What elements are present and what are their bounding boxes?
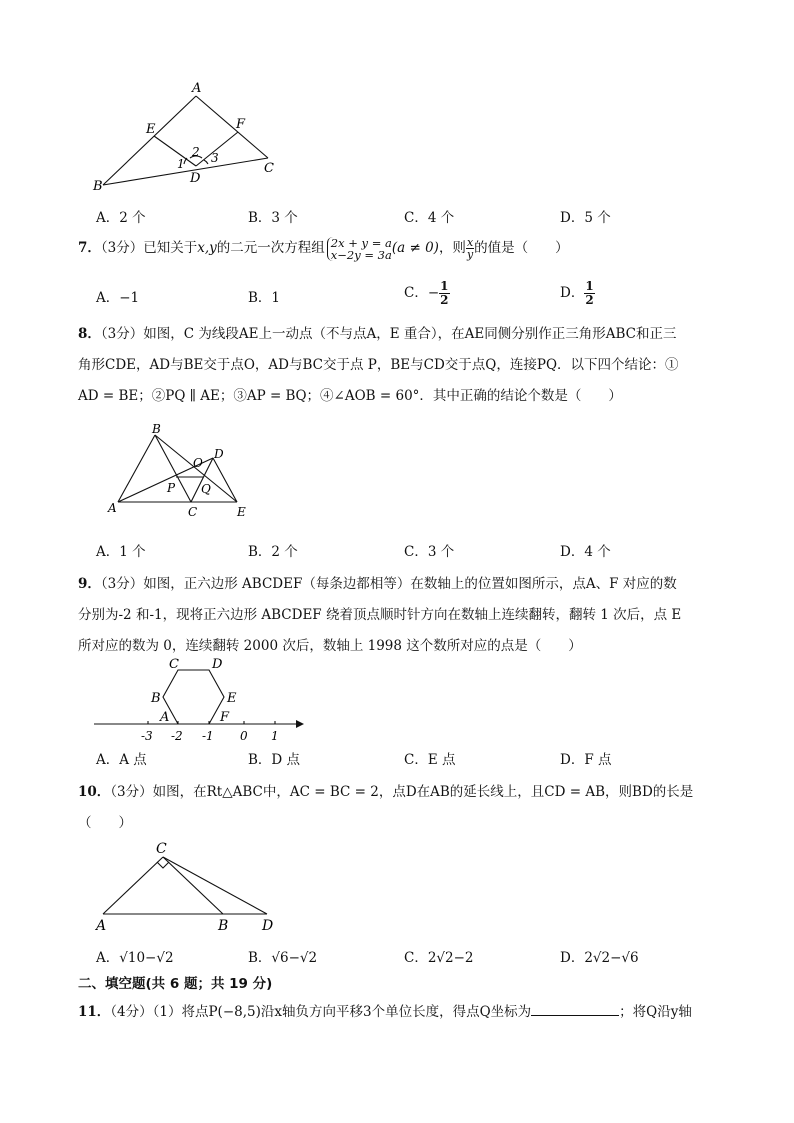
q9-number: 9．: [78, 576, 101, 592]
q8-label-a: A: [108, 501, 117, 515]
q9-hexagon: [163, 670, 224, 724]
q7-stem: [78, 236, 569, 261]
q7-option-b[interactable]: B．1: [248, 290, 281, 306]
q8-option-b[interactable]: B．2 个: [248, 544, 298, 560]
q7-frac-den: y: [466, 248, 474, 261]
section-title-fill-in: 二、填空题(共 6 题；共 19 分): [78, 976, 273, 992]
q9-tick-label-m1: -1: [202, 729, 214, 743]
q7-option-c-num: 1: [440, 279, 449, 293]
q8-line-3: AD = BE；②PQ ∥ AE；③AP = BQ；④∠AOB = 60°．其中正确的结论个数是（ ）: [78, 388, 622, 404]
q8-text-1: （3分）如图，C 为线段AE上一动点（不与点A，E 重合），在AE同侧分别作正三角形ABC和正三: [100, 326, 677, 342]
q7-frac-num: x: [466, 236, 474, 249]
q10-line-2: （ ）: [78, 815, 132, 831]
q6-segment-ed: [154, 136, 196, 166]
q10-option-a[interactable]: A．√10−√2: [96, 950, 174, 966]
q10-option-c[interactable]: C．2√2−2: [404, 950, 474, 966]
q8-line-2: 角形CDE，AD与BE交于点O，AD与BC交于点 P，BE与CD交于点Q，连接PQ．以下四个结论：①: [78, 357, 679, 373]
q6-angle-3: [204, 160, 208, 164]
q8-option-a[interactable]: A．1 个: [96, 544, 146, 560]
q10-number: 10．: [78, 784, 111, 800]
q7-option-c-prefix: C．−: [404, 285, 440, 301]
q9-option-a[interactable]: A．A 点: [96, 752, 147, 768]
q9-label-b: B: [151, 691, 161, 706]
q10-option-d[interactable]: D．2√2−√6: [560, 950, 639, 966]
q9-option-d[interactable]: D．F 点: [560, 752, 612, 768]
q7-option-c[interactable]: [404, 280, 450, 307]
q7-option-d-frac: [584, 280, 594, 307]
q7-text-post1: ，则: [438, 240, 466, 256]
q8-option-d[interactable]: D．4 个: [560, 544, 611, 560]
q9-axis-arrow: [296, 720, 304, 728]
q7-equation-1: 2x + y = a: [330, 235, 392, 250]
q9-text-1: （3分）如图，正六边形 ABCDEF（每条边都相等）在数轴上的位置如图所示，点A、F 对应的数: [100, 576, 677, 592]
q6-label-c: C: [264, 161, 274, 176]
q9-tick-label-1: 1: [271, 729, 279, 743]
q6-option-c[interactable]: C．4 个: [404, 210, 455, 226]
q10-option-b[interactable]: B．√6−√2: [248, 950, 318, 966]
q10-right-angle-mark: [157, 862, 169, 868]
q9-line-2: 分别为-2 和-1，现将正六边形 ABCDEF 绕着顶点顺时针方向在数轴上连续翻转，翻转 1 次后，点 E: [78, 607, 682, 623]
q9-label-e: E: [227, 691, 237, 706]
q9-line-3: 所对应的数为 0，连续翻转 2000 次后，数轴上 1998 这个数所对应的点是（ ）: [78, 638, 582, 654]
q9-option-b[interactable]: B．D 点: [248, 752, 301, 768]
q7-option-c-frac: [439, 280, 449, 307]
q10-line-1: [78, 780, 693, 800]
q7-option-d-den: 2: [585, 293, 594, 307]
q6-label-2: 2: [192, 145, 200, 159]
q9-label-d: D: [212, 657, 223, 672]
q11-number: 11．: [78, 1004, 111, 1020]
q6-option-d[interactable]: D．5 个: [560, 210, 611, 226]
q11-line-1: [78, 1000, 692, 1020]
q9-tick-label-0: 0: [240, 729, 248, 743]
q7-option-a[interactable]: A．−1: [96, 290, 140, 306]
q10-segment-ac: [103, 857, 163, 914]
q8-line-1: [78, 322, 676, 342]
q9-option-c[interactable]: C．E 点: [404, 752, 456, 768]
q9-label-a: A: [160, 710, 170, 725]
q7-equation-2: x−2y = 3a: [330, 247, 392, 262]
q8-number: 8．: [78, 326, 101, 342]
q11-answer-blank[interactable]: [531, 1003, 619, 1016]
q8-option-c[interactable]: C．3 个: [404, 544, 455, 560]
q7-text-post2: 的值是（ ）: [474, 240, 569, 256]
q9-line-1: [78, 572, 677, 592]
q6-label-a: A: [192, 81, 202, 96]
q10-label-c: C: [156, 841, 167, 857]
q6-label-d: D: [190, 171, 201, 186]
q8-label-o: O: [193, 456, 203, 470]
q10-label-b: B: [218, 918, 229, 934]
q10-label-d: D: [262, 918, 274, 934]
q8-figure: [100, 420, 260, 520]
q6-label-3: 3: [211, 151, 219, 165]
q8-label-q: Q: [201, 482, 211, 496]
q9-label-f: F: [220, 710, 230, 725]
q6-label-1: 1: [177, 157, 185, 171]
q7-option-d-prefix: D．: [560, 285, 585, 301]
q7-condition: (a ≠ 0): [391, 240, 439, 256]
q10-label-a: A: [96, 918, 107, 934]
q9-tick-label-m3: -3: [141, 729, 153, 743]
q10-segment-cd: [163, 857, 267, 914]
q10-figure: [90, 835, 290, 935]
q6-side-ac: [196, 96, 268, 158]
q8-label-p: P: [167, 481, 176, 495]
q9-figure: [90, 655, 310, 745]
q7-fraction: [466, 237, 474, 260]
q7-text-mid: 的二元一次方程组: [216, 240, 325, 256]
q8-label-e: E: [237, 505, 246, 519]
q9-tick-label-m2: -2: [171, 729, 183, 743]
q11-text-post: ；将Q沿y轴: [619, 1004, 692, 1020]
q8-segment-de: [213, 458, 237, 502]
q8-label-c: C: [188, 505, 198, 519]
q8-label-d: D: [214, 447, 224, 461]
q6-option-a[interactable]: A．2 个: [96, 210, 146, 226]
q7-option-c-den: 2: [440, 293, 449, 307]
q6-label-b: B: [93, 179, 103, 194]
q10-text-1: （3分）如图，在Rt△ABC中，AC = BC = 2，点D在AB的延长线上，且CD = AB，则BD的长是: [110, 784, 694, 800]
q6-option-b[interactable]: B．3 个: [248, 210, 298, 226]
q9-label-c: C: [169, 657, 179, 672]
q7-option-d[interactable]: [560, 280, 595, 307]
q6-label-e: E: [146, 122, 156, 137]
q6-label-f: F: [236, 117, 246, 132]
q11-text-pre: （4分）（1）将点P(−8,5)沿x轴负方向平移3个单位长度，得点Q坐标为: [110, 1004, 532, 1020]
q7-number: 7．: [78, 240, 101, 256]
q7-equation-system: [327, 237, 392, 261]
q8-label-b: B: [152, 422, 161, 436]
q7-text-pre: （3分）已知关于: [100, 240, 198, 256]
q7-option-d-num: 1: [585, 279, 594, 293]
q8-segment-ab: [118, 435, 155, 502]
q6-figure: [88, 78, 288, 196]
q7-vars: x,y: [197, 240, 217, 256]
